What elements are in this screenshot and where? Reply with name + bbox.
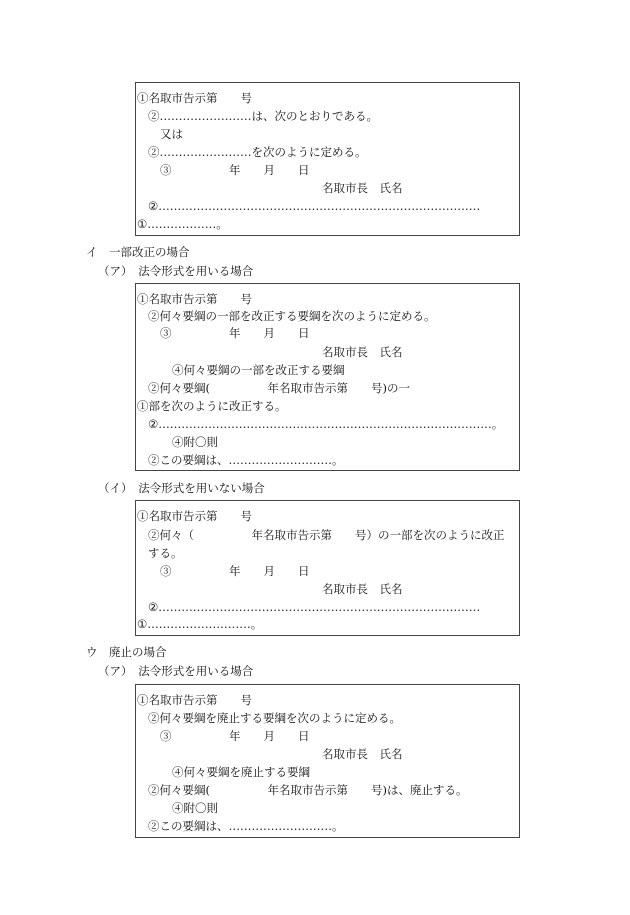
form-box-4 [135,684,520,838]
box2-line-6: ②何々要綱( 年名取市告示第 号)の一 [148,381,410,395]
box1-line-3: 又は [160,127,183,141]
box1-line-4: ②……………………を次のように定める。 [148,145,367,159]
box2-line-1: ①名取市告示第 号 [137,292,252,306]
box4-line-6: ②何々要綱( 年名取市告示第 号)は、廃止する。 [148,783,468,797]
box2-line-8: ②……………………………………………………………………………。 [148,417,504,431]
box4-line-5: ④何々要綱を廃止する要綱 [172,765,310,779]
form-box-2 [135,283,520,471]
box1-line-2: ②……………………は、次のとおりである。 [148,109,378,123]
box4-line-4: 名取市長 氏名 [322,747,403,761]
box3-line-5: 名取市長 氏名 [322,582,403,596]
box1-line-8: ①………………。 [137,217,228,231]
box1-line-5: ③ 年 月 日 [160,163,310,177]
subheading-non-legal-form: （イ） 法令形式を用いない場合 [98,481,265,495]
form-box-1 [135,82,520,236]
box4-line-2: ②何々要綱を廃止する要綱を次のように定める。 [148,711,401,725]
box2-line-3: ③ 年 月 日 [160,326,310,340]
box4-line-1: ①名取市告示第 号 [137,693,252,707]
box3-line-4: ③ 年 月 日 [160,564,310,578]
box1-line-6: 名取市長 氏名 [322,181,403,195]
box3-line-3: する。 [148,546,183,560]
heading-abolition: ウ 廃止の場合 [86,645,167,659]
box1-line-7: ②………………………………………………………………………… [148,199,481,213]
box3-line-7: ①………………………。 [137,617,263,631]
box3-line-1: ①名取市告示第 号 [137,509,252,523]
box2-line-5: ④何々要綱の一部を改正する要綱 [172,363,345,377]
box2-line-7: ①部を次のように改正する。 [137,399,287,413]
form-box-3 [135,500,520,636]
box3-line-6: ②………………………………………………………………………… [148,600,481,614]
box1-line-1: ①名取市告示第 号 [137,91,252,105]
box2-line-9: ④附〇則 [172,435,218,449]
box2-line-4: 名取市長 氏名 [322,345,403,359]
box2-line-10: ②この要綱は、………………………。 [148,453,344,467]
heading-partial-revision: イ 一部改正の場合 [86,245,190,259]
subheading-legal-form-2: （ア） 法令形式を用いる場合 [98,664,254,678]
box4-line-3: ③ 年 月 日 [160,729,310,743]
subheading-legal-form-1: （ア） 法令形式を用いる場合 [98,264,254,278]
box4-line-7: ④附〇則 [172,801,218,815]
box4-line-8: ②この要綱は、………………………。 [148,819,344,833]
box2-line-2: ②何々要綱の一部を改正する要綱を次のように定める。 [148,309,436,323]
box3-line-2: ②何々（ 年名取市告示第 号）の一部を次のように改正 [148,528,505,542]
